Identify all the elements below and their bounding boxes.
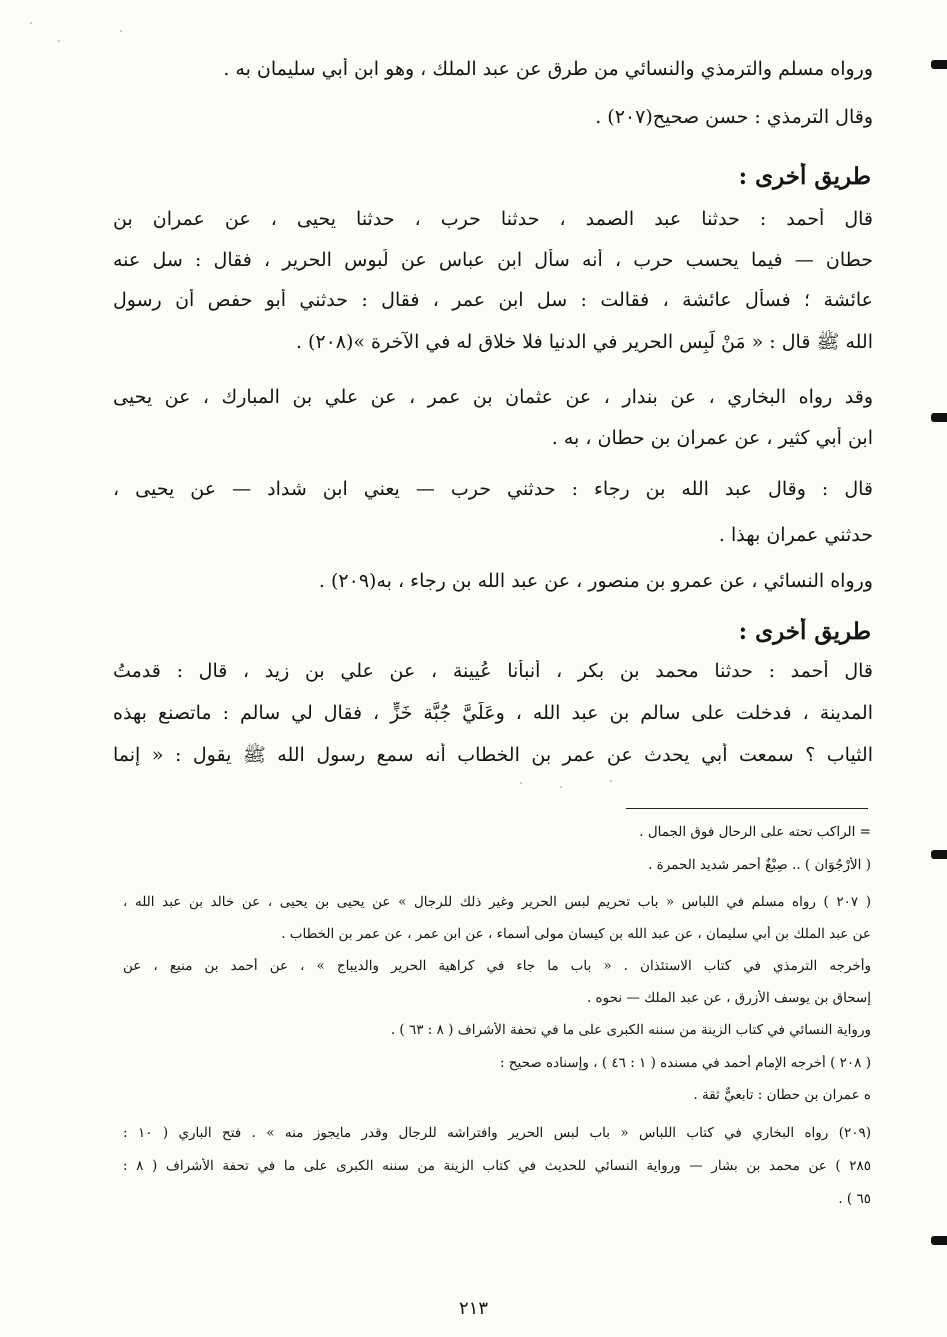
text-line: الثياب ؟ سمعت أبي يحدث عن عمر بن الخطاب أنه سمع رسول الله ﷺ يقول : « إنما [113, 744, 873, 766]
scan-edge-mark [931, 1236, 947, 1245]
text-line: قال أحمد : حدثنا عبد الصمد ، حدثنا حرب ، حدثنا يحيى ، عن عمران بن [113, 208, 873, 230]
scan-speck [560, 786, 562, 788]
text-line: ورواه مسلم والترمذي والنسائي من طرق عن عبد الملك ، وهو ابن أبي سليمان به . [223, 58, 873, 80]
text-line: قال : وقال عبد الله بن رجاء : حدثني حرب — يعني ابن شداد — عن يحيى ، [113, 478, 873, 500]
scan-speck [520, 782, 522, 784]
text-line: عائشة ؛ فسأل عائشة ، فقالت : سل ابن عمر ، فقال : حدثني أبو حفص أن رسول [113, 289, 873, 311]
text-line: حطان — فيما يحسب حرب ، أنه سأل ابن عباس عن لُبوس الحرير ، فقال : سل عنه [113, 249, 873, 271]
scan-edge-mark [931, 60, 947, 69]
text-line: المدينة ، فدخلت على سالم بن عبد الله ، وعَلَيَّ جُبَّة خَزٍّ ، فقال لي سالم : ماتصنع بهذه [113, 702, 873, 724]
text-line: وقد رواه البخاري ، عن بندار ، عن عثمان بن عمر ، عن علي بن المبارك ، عن يحيى [113, 386, 873, 408]
text-line: ابن أبي كثير ، عن عمران بن حطان ، به . [551, 427, 873, 449]
footnote-line: وأخرجه الترمذي في كتاب الاستئذان . « باب ما جاء في كراهية الحرير والديباج » ، عن أحمد بن منيع ، عن [123, 958, 871, 974]
footnote-line: إسحاق بن يوسف الأزرق ، عن عبد الملك — نحوه . [586, 990, 871, 1006]
text-line: ورواه النسائي ، عن عمرو بن منصور ، عن عبد الله بن رجاء ، به(٢٠٩) . [318, 570, 873, 592]
text-line: قال أحمد : حدثنا محمد بن بكر ، أنبأنا عُيينة ، عن علي بن زيد ، قال : قدمتُ [113, 660, 873, 682]
text-line: وقال الترمذي : حسن صحيح(٢٠٧) . [595, 106, 873, 128]
footnote-line: ٢٨٥ ) عن محمد بن بشار — ورواية النسائي للحديث في كتاب الزينة من سننه الكبرى على ما في تحفة الأشراف ( ٨ : [123, 1158, 871, 1174]
text-line: الله ﷺ قال : « مَنْ لَبِس الحرير في الدنيا فلا خلاق له في الآخرة »(٢٠٨) . [295, 331, 873, 353]
scan-edge-mark [931, 850, 947, 859]
footnote-line: ورواية النسائي في كتاب الزينة من سننه الكبرى على ما في تحفة الأشراف ( ٨ : ٦٣ ) . [390, 1022, 871, 1038]
footnote-separator [626, 808, 868, 809]
scan-edge-mark [931, 413, 947, 422]
scan-speck [30, 22, 32, 24]
footnote-line: ( ٢٠٧ ) رواه مسلم في اللباس « باب تحريم لبس الحرير وغير ذلك للرجال » عن يحيى بن يحيى ، عن خالد بن عبد الله ، [123, 894, 871, 910]
scan-speck [120, 30, 122, 32]
footnote-line: ( ٢٠٨ ) أخرجه الإمام أحمد في مسنده ( ١ : ٤٦ ) ، وإسناده صحيح : [499, 1055, 871, 1071]
footnote-line: ٦٥ ) . [838, 1191, 871, 1207]
scan-speck [58, 40, 60, 42]
footnote-line: (٢٠٩) رواه البخاري في كتاب اللباس « باب لبس الحرير وافتراشه للرجال وقدر مايجوز منه » . فتح الباري ( ١٠ : [123, 1125, 871, 1141]
footnote-line: = الراكب تحته على الرحال فوق الجمال . [639, 824, 871, 840]
text-line: حدثني عمران بهذا . [718, 524, 873, 546]
footnote-line: عن عبد الملك بن أبي سليمان ، عن عبد الله بن كيسان مولى أسماء ، عن ابن عمر ، عن عمر بن الخطاب . [281, 926, 871, 942]
scan-speck [610, 780, 612, 782]
page-number: ٢١٣ [458, 1298, 488, 1319]
section-heading: طريق أخرى : [738, 618, 871, 645]
footnote-line: ( الأرْجُوَان ) .. صِبْغٌ أحمر شديد الحمرة . [648, 857, 871, 873]
footnote-line: ه عمران بن حطان : تابعيٌّ ثقة . [693, 1087, 871, 1103]
section-heading: طريق أخرى : [738, 163, 871, 190]
